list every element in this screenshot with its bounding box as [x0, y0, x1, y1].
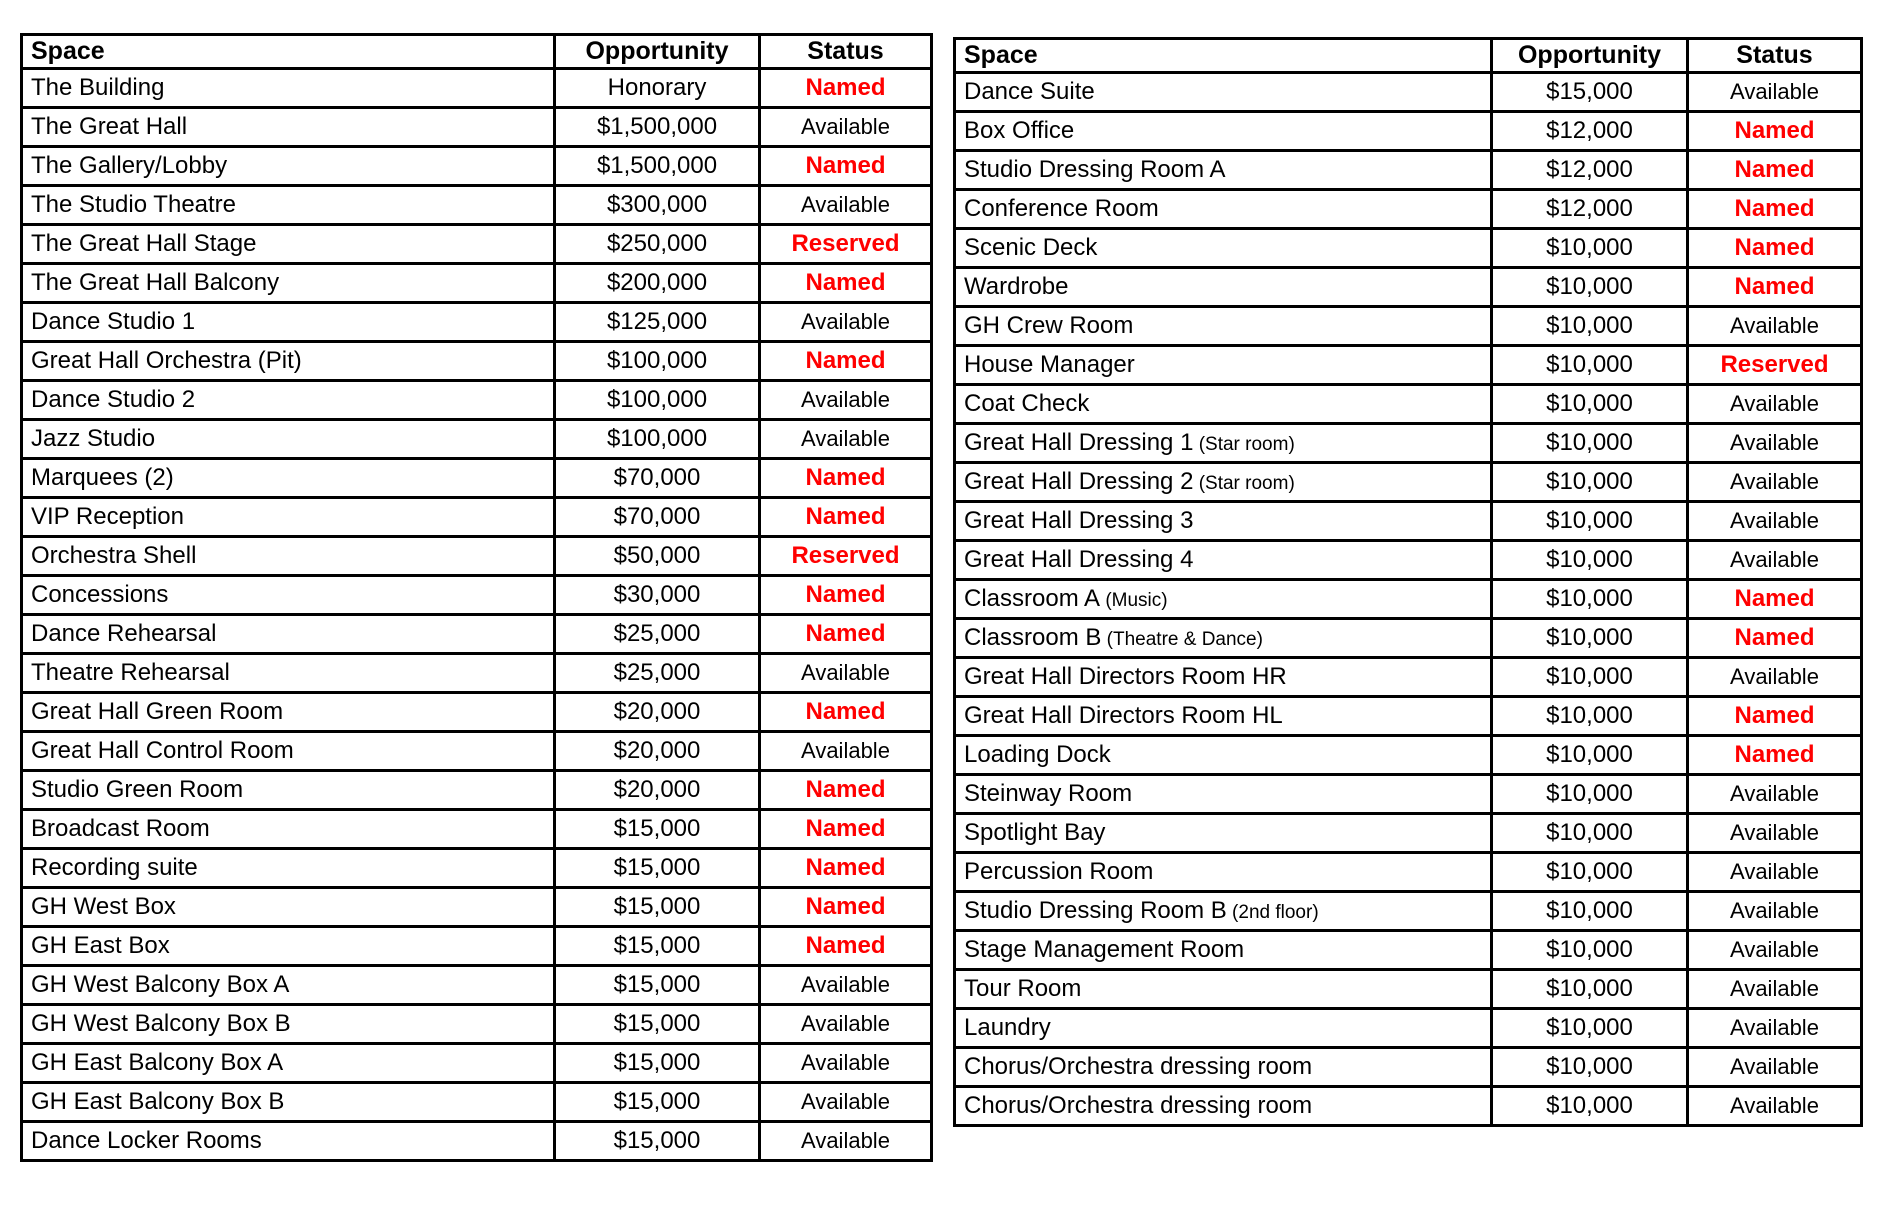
space-name: Great Hall Control Room — [31, 737, 294, 764]
column-header-space: Space — [22, 35, 555, 69]
table-row — [955, 580, 1862, 619]
table-row — [955, 151, 1862, 190]
status-cell: Named — [1688, 697, 1862, 736]
space-name: Great Hall Dressing 3 — [964, 507, 1194, 534]
table-row — [955, 619, 1862, 658]
status-cell: Available — [760, 108, 932, 147]
opportunity-cell: $10,000 — [1492, 580, 1688, 619]
status-cell: Named — [760, 576, 932, 615]
table-row — [955, 385, 1862, 424]
status-cell: Named — [1688, 736, 1862, 775]
status-cell: Available — [1688, 1009, 1862, 1048]
opportunity-cell: $15,000 — [555, 1044, 760, 1083]
space-name: Classroom A — [964, 585, 1101, 612]
status-cell: Available — [760, 1044, 932, 1083]
space-name: Great Hall Dressing 1 — [964, 429, 1194, 456]
space-name: Spotlight Bay — [964, 819, 1106, 846]
column-header-status: Status — [760, 35, 932, 69]
status-cell: Named — [1688, 151, 1862, 190]
table-row — [22, 498, 932, 537]
space-name: GH Crew Room — [964, 312, 1134, 339]
space-name: Great Hall Green Room — [31, 698, 284, 725]
opportunity-cell: $10,000 — [1492, 931, 1688, 970]
table-row — [955, 112, 1862, 151]
status-cell: Available — [760, 654, 932, 693]
space-name: Chorus/Orchestra dressing room — [964, 1092, 1313, 1119]
space-name: Dance Rehearsal — [31, 620, 217, 647]
opportunity-cell: $10,000 — [1492, 814, 1688, 853]
opportunity-cell: $12,000 — [1492, 112, 1688, 151]
opportunity-cell: $10,000 — [1492, 385, 1688, 424]
opportunity-cell: $125,000 — [555, 303, 760, 342]
opportunity-cell: $1,500,000 — [555, 108, 760, 147]
space-cell — [955, 151, 1492, 190]
status-cell: Named — [1688, 112, 1862, 151]
opportunity-cell: $300,000 — [555, 186, 760, 225]
status-cell: Available — [1688, 73, 1862, 112]
space-cell — [955, 580, 1492, 619]
table-row — [955, 463, 1862, 502]
space-name: Great Hall Orchestra (Pit) — [31, 347, 302, 374]
opportunity-cell: Honorary — [555, 69, 760, 108]
status-cell: Available — [1688, 853, 1862, 892]
status-cell: Named — [760, 693, 932, 732]
table-row — [955, 853, 1862, 892]
table-row — [22, 1044, 932, 1083]
space-cell — [955, 892, 1492, 931]
status-cell: Available — [1688, 463, 1862, 502]
opportunity-cell: $12,000 — [1492, 190, 1688, 229]
opportunity-cell: $15,000 — [555, 849, 760, 888]
opportunity-cell: $20,000 — [555, 771, 760, 810]
table-row — [22, 69, 932, 108]
table-row — [22, 849, 932, 888]
space-name: Concessions — [31, 581, 169, 608]
space-cell — [22, 1005, 555, 1044]
opportunity-cell: $30,000 — [555, 576, 760, 615]
opportunity-cell: $10,000 — [1492, 346, 1688, 385]
naming-opportunities-table-right — [953, 37, 1863, 1127]
table-row — [955, 1048, 1862, 1087]
status-cell: Named — [760, 342, 932, 381]
opportunity-cell: $10,000 — [1492, 229, 1688, 268]
opportunity-cell: $1,500,000 — [555, 147, 760, 186]
table-row — [22, 147, 932, 186]
table-body — [22, 69, 932, 1161]
table-row — [22, 108, 932, 147]
space-cell — [22, 537, 555, 576]
table-row — [955, 697, 1862, 736]
opportunity-cell: $15,000 — [555, 1005, 760, 1044]
opportunity-cell: $10,000 — [1492, 619, 1688, 658]
space-cell — [22, 576, 555, 615]
opportunity-cell: $100,000 — [555, 420, 760, 459]
table-row — [955, 658, 1862, 697]
table-row — [22, 615, 932, 654]
space-cell — [22, 888, 555, 927]
space-cell — [955, 385, 1492, 424]
space-cell — [22, 1083, 555, 1122]
column-header-opportunity: Opportunity — [555, 35, 760, 69]
table-row — [22, 966, 932, 1005]
space-name: Dance Studio 2 — [31, 386, 196, 413]
space-cell — [22, 693, 555, 732]
table-row — [955, 814, 1862, 853]
opportunity-cell: $15,000 — [555, 1122, 760, 1161]
opportunity-cell: $10,000 — [1492, 541, 1688, 580]
table-row — [955, 1009, 1862, 1048]
table-row — [22, 1005, 932, 1044]
opportunity-cell: $200,000 — [555, 264, 760, 303]
opportunity-cell: $10,000 — [1492, 697, 1688, 736]
space-cell — [22, 420, 555, 459]
table-row — [22, 342, 932, 381]
space-cell — [22, 186, 555, 225]
space-cell — [955, 112, 1492, 151]
space-name: Orchestra Shell — [31, 542, 197, 569]
space-note: (Theatre & Dance) — [1101, 629, 1263, 650]
table-row — [22, 927, 932, 966]
opportunity-cell: $20,000 — [555, 732, 760, 771]
table-row — [22, 381, 932, 420]
space-cell — [955, 658, 1492, 697]
space-cell — [955, 1009, 1492, 1048]
status-cell: Named — [1688, 580, 1862, 619]
table-row — [955, 892, 1862, 931]
space-cell — [22, 849, 555, 888]
opportunity-cell: $25,000 — [555, 654, 760, 693]
space-note: (Star room) — [1193, 434, 1295, 455]
status-cell: Available — [760, 303, 932, 342]
opportunity-cell: $250,000 — [555, 225, 760, 264]
status-cell: Available — [760, 186, 932, 225]
space-name: Box Office — [964, 117, 1075, 144]
table-row — [22, 888, 932, 927]
status-cell: Named — [1688, 229, 1862, 268]
table-row — [22, 810, 932, 849]
table-row — [955, 268, 1862, 307]
column-header-space: Space — [955, 39, 1492, 73]
opportunity-cell: $10,000 — [1492, 307, 1688, 346]
status-cell: Available — [1688, 307, 1862, 346]
table-row — [955, 775, 1862, 814]
space-cell — [955, 268, 1492, 307]
status-cell: Available — [760, 381, 932, 420]
table-row — [22, 459, 932, 498]
table-row — [22, 576, 932, 615]
space-cell — [955, 424, 1492, 463]
status-cell: Named — [760, 771, 932, 810]
opportunity-cell: $70,000 — [555, 498, 760, 537]
status-cell: Named — [760, 849, 932, 888]
space-name: The Gallery/Lobby — [31, 152, 228, 179]
opportunity-cell: $10,000 — [1492, 502, 1688, 541]
space-cell — [955, 1048, 1492, 1087]
space-name: Studio Dressing Room B — [964, 897, 1227, 924]
space-name: Broadcast Room — [31, 815, 210, 842]
space-name: GH East Balcony Box A — [31, 1049, 284, 1076]
space-name: Chorus/Orchestra dressing room — [964, 1053, 1313, 1080]
status-cell: Available — [1688, 892, 1862, 931]
space-cell — [22, 654, 555, 693]
space-cell — [22, 927, 555, 966]
space-cell — [955, 307, 1492, 346]
space-name: Percussion Room — [964, 858, 1154, 885]
status-cell: Available — [1688, 814, 1862, 853]
status-cell: Named — [1688, 268, 1862, 307]
space-cell — [955, 970, 1492, 1009]
space-cell — [955, 73, 1492, 112]
status-cell: Available — [1688, 1087, 1862, 1126]
status-cell: Available — [760, 1122, 932, 1161]
space-note: (Music) — [1100, 590, 1168, 611]
status-cell: Named — [1688, 190, 1862, 229]
status-cell: Available — [760, 966, 932, 1005]
space-name: Great Hall Directors Room HL — [964, 702, 1283, 729]
space-cell — [22, 459, 555, 498]
status-cell: Available — [1688, 424, 1862, 463]
opportunity-cell: $10,000 — [1492, 424, 1688, 463]
status-cell: Named — [1688, 619, 1862, 658]
opportunity-cell: $15,000 — [555, 927, 760, 966]
table-row — [22, 1083, 932, 1122]
table-row — [22, 693, 932, 732]
space-name: Great Hall Directors Room HR — [964, 663, 1287, 690]
header-row — [955, 39, 1862, 73]
space-name: VIP Reception — [31, 503, 184, 530]
opportunity-cell: $10,000 — [1492, 892, 1688, 931]
space-name: Recording suite — [31, 854, 198, 881]
space-name: Dance Locker Rooms — [31, 1127, 262, 1154]
opportunity-cell: $10,000 — [1492, 1048, 1688, 1087]
status-cell: Available — [1688, 970, 1862, 1009]
space-name: Coat Check — [964, 390, 1090, 417]
table-row — [955, 307, 1862, 346]
status-cell: Reserved — [760, 537, 932, 576]
status-cell: Named — [760, 927, 932, 966]
space-cell — [955, 736, 1492, 775]
space-cell — [955, 619, 1492, 658]
status-cell: Named — [760, 888, 932, 927]
space-cell — [22, 108, 555, 147]
column-header-opportunity: Opportunity — [1492, 39, 1688, 73]
space-cell — [955, 229, 1492, 268]
header-row — [22, 35, 932, 69]
status-cell: Named — [760, 147, 932, 186]
opportunity-cell: $10,000 — [1492, 736, 1688, 775]
space-name: Dance Suite — [964, 78, 1095, 105]
space-name: GH West Box — [31, 893, 176, 920]
space-name: Marquees (2) — [31, 464, 174, 491]
table-row — [22, 537, 932, 576]
opportunity-cell: $10,000 — [1492, 1087, 1688, 1126]
space-cell — [22, 1044, 555, 1083]
space-name: Loading Dock — [964, 741, 1111, 768]
opportunity-cell: $15,000 — [555, 966, 760, 1005]
opportunity-cell: $100,000 — [555, 342, 760, 381]
space-name: Classroom B — [964, 624, 1102, 651]
table-body — [955, 73, 1862, 1126]
status-cell: Available — [760, 1083, 932, 1122]
table-row — [955, 541, 1862, 580]
status-cell: Available — [1688, 658, 1862, 697]
space-name: Steinway Room — [964, 780, 1133, 807]
space-name: Theatre Rehearsal — [31, 659, 230, 686]
space-name: Studio Green Room — [31, 776, 244, 803]
space-name: The Great Hall Stage — [31, 230, 257, 257]
table-row — [955, 1087, 1862, 1126]
opportunity-cell: $10,000 — [1492, 463, 1688, 502]
opportunity-cell: $15,000 — [1492, 73, 1688, 112]
space-cell — [955, 190, 1492, 229]
space-cell — [955, 931, 1492, 970]
space-name: The Studio Theatre — [31, 191, 237, 218]
space-cell — [955, 463, 1492, 502]
naming-opportunities-table-left — [20, 33, 933, 1162]
opportunity-cell: $15,000 — [555, 1083, 760, 1122]
space-cell — [22, 615, 555, 654]
space-note: (2nd floor) — [1226, 902, 1319, 923]
opportunity-cell: $15,000 — [555, 810, 760, 849]
space-cell — [22, 810, 555, 849]
table-row — [22, 225, 932, 264]
opportunity-cell: $10,000 — [1492, 1009, 1688, 1048]
space-name: Stage Management Room — [964, 936, 1245, 963]
status-cell: Named — [760, 69, 932, 108]
status-cell: Available — [760, 732, 932, 771]
opportunity-cell: $10,000 — [1492, 970, 1688, 1009]
space-name: House Manager — [964, 351, 1135, 378]
opportunity-cell: $10,000 — [1492, 658, 1688, 697]
table-row — [955, 73, 1862, 112]
space-name: GH East Balcony Box B — [31, 1088, 285, 1115]
table-row — [22, 732, 932, 771]
status-cell: Available — [760, 420, 932, 459]
table-row — [22, 1122, 932, 1161]
opportunity-cell: $10,000 — [1492, 853, 1688, 892]
space-name: Great Hall Dressing 4 — [964, 546, 1194, 573]
table-row — [955, 190, 1862, 229]
status-cell: Reserved — [1688, 346, 1862, 385]
space-name: The Building — [31, 74, 165, 101]
space-name: GH West Balcony Box A — [31, 971, 290, 998]
space-cell — [955, 697, 1492, 736]
opportunity-cell: $12,000 — [1492, 151, 1688, 190]
table-row — [955, 229, 1862, 268]
space-name: GH East Box — [31, 932, 170, 959]
space-cell — [22, 69, 555, 108]
opportunity-cell: $10,000 — [1492, 268, 1688, 307]
status-cell: Named — [760, 498, 932, 537]
status-cell: Named — [760, 264, 932, 303]
status-cell: Available — [1688, 1048, 1862, 1087]
space-cell — [22, 342, 555, 381]
space-cell — [22, 264, 555, 303]
space-name: Laundry — [964, 1014, 1051, 1041]
column-header-status: Status — [1688, 39, 1862, 73]
table-row — [955, 346, 1862, 385]
opportunity-cell: $20,000 — [555, 693, 760, 732]
status-cell: Available — [1688, 775, 1862, 814]
space-note: (Star room) — [1193, 473, 1295, 494]
space-name: Conference Room — [964, 195, 1159, 222]
table-row — [955, 736, 1862, 775]
status-cell: Available — [1688, 541, 1862, 580]
space-cell — [22, 225, 555, 264]
space-cell — [955, 814, 1492, 853]
space-name: Studio Dressing Room A — [964, 156, 1226, 183]
table-row — [955, 502, 1862, 541]
space-cell — [22, 381, 555, 420]
space-cell — [955, 775, 1492, 814]
space-cell — [22, 966, 555, 1005]
table-row — [955, 931, 1862, 970]
space-name: Dance Studio 1 — [31, 308, 196, 335]
space-name: The Great Hall Balcony — [31, 269, 280, 296]
space-name: Great Hall Dressing 2 — [964, 468, 1194, 495]
opportunity-cell: $15,000 — [555, 888, 760, 927]
space-name: The Great Hall — [31, 113, 188, 140]
space-cell — [955, 853, 1492, 892]
space-cell — [955, 502, 1492, 541]
status-cell: Available — [760, 1005, 932, 1044]
space-cell — [22, 1122, 555, 1161]
space-cell — [22, 147, 555, 186]
space-name: Scenic Deck — [964, 234, 1098, 261]
space-cell — [22, 771, 555, 810]
table-row — [22, 264, 932, 303]
space-cell — [955, 346, 1492, 385]
status-cell: Available — [1688, 931, 1862, 970]
space-cell — [955, 541, 1492, 580]
opportunity-cell: $50,000 — [555, 537, 760, 576]
status-cell: Reserved — [760, 225, 932, 264]
table-row — [22, 654, 932, 693]
table-row — [955, 970, 1862, 1009]
space-name: GH West Balcony Box B — [31, 1010, 291, 1037]
status-cell: Available — [1688, 502, 1862, 541]
status-cell: Available — [1688, 385, 1862, 424]
opportunity-cell: $25,000 — [555, 615, 760, 654]
space-name: Wardrobe — [964, 273, 1069, 300]
table-row — [955, 424, 1862, 463]
table-row — [22, 303, 932, 342]
opportunity-cell: $70,000 — [555, 459, 760, 498]
space-name: Jazz Studio — [31, 425, 156, 452]
space-cell — [22, 303, 555, 342]
status-cell: Named — [760, 810, 932, 849]
status-cell: Named — [760, 615, 932, 654]
space-name: Tour Room — [964, 975, 1082, 1002]
space-cell — [22, 498, 555, 537]
table-row — [22, 420, 932, 459]
opportunity-cell: $100,000 — [555, 381, 760, 420]
space-cell — [22, 732, 555, 771]
status-cell: Named — [760, 459, 932, 498]
space-cell — [955, 1087, 1492, 1126]
table-row — [22, 186, 932, 225]
table-row — [22, 771, 932, 810]
opportunity-cell: $10,000 — [1492, 775, 1688, 814]
